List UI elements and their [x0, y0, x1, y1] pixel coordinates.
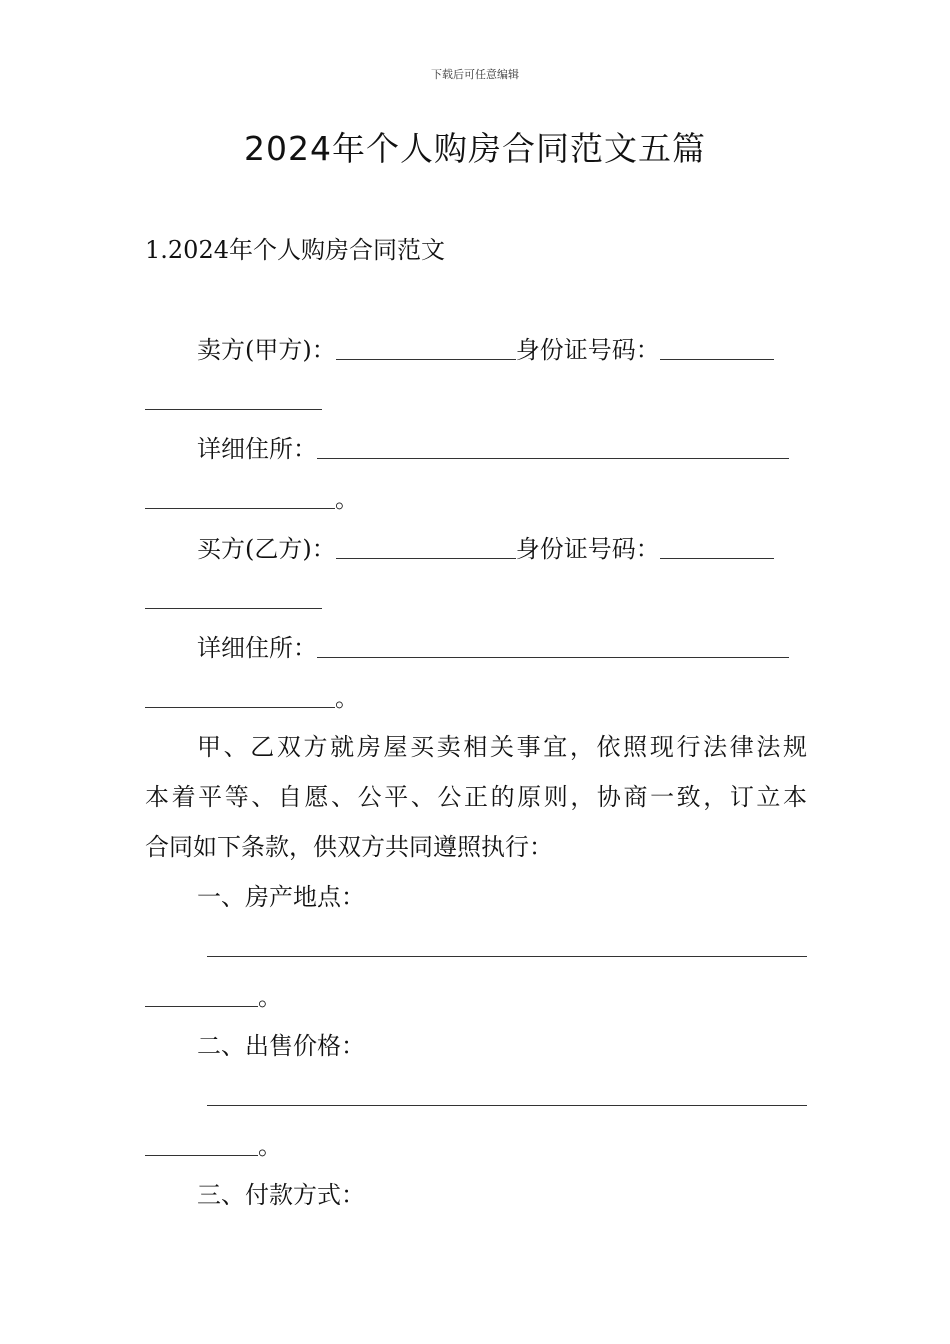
clause-2-title: 二、出售价格：: [197, 1032, 365, 1060]
seller-id-label: 身份证号码：: [515, 336, 660, 364]
buyer-address-label: 详细住所：: [197, 634, 317, 662]
seller-address-label: 详细住所：: [197, 435, 317, 463]
clause-1-blank: [207, 922, 807, 957]
clause-1-blank-2: [145, 972, 258, 1007]
intro-line-3: 合同如下条款，供双方共同遵照执行：: [145, 833, 553, 861]
seller-address-continuation: [145, 474, 807, 524]
seller-address-blank-2: [145, 474, 335, 509]
clause-2-blank-line: [207, 1071, 807, 1121]
buyer-id-blank: [660, 524, 774, 559]
clause-2-continuation: [145, 1121, 807, 1171]
buyer-name-blank: [336, 524, 516, 559]
buyer-id-blank-2: [145, 574, 322, 609]
intro-line-2: 本着平等、自愿、公平、公正的原则，协商一致，订立本: [145, 783, 807, 811]
clause-1-blank-line: [207, 922, 807, 972]
document-title: 2024年个人购房合同范文五篇: [244, 129, 706, 168]
seller-id-blank: [660, 325, 774, 360]
period-mark: 。: [335, 684, 359, 712]
buyer-address-continuation: [145, 673, 807, 723]
clause-1-title: 一、房产地点：: [197, 883, 365, 911]
buyer-id-label: 身份证号码：: [515, 535, 660, 563]
clause-1-continuation: [145, 972, 807, 1022]
buyer-line: [145, 524, 859, 574]
buyer-label: 买方(乙方)：: [197, 535, 336, 563]
header-note: 下载后可任意编辑: [431, 68, 519, 81]
clause-2-blank-2: [145, 1121, 258, 1156]
buyer-address-line: [145, 623, 859, 673]
buyer-address-blank-2: [145, 673, 335, 708]
seller-id-blank-2: [145, 375, 322, 410]
seller-id-continuation: [145, 375, 807, 425]
buyer-address-blank: [317, 623, 789, 658]
period-mark: 。: [258, 983, 282, 1011]
period-mark: 。: [335, 485, 359, 513]
buyer-id-continuation: [145, 574, 807, 624]
seller-line: [145, 325, 859, 375]
section-heading: 1.2024年个人购房合同范文: [145, 236, 445, 264]
intro-line-1: 甲、乙双方就房屋买卖相关事宜，依照现行法律法规: [197, 733, 807, 761]
clause-3-title: 三、付款方式：: [197, 1181, 365, 1209]
seller-address-blank: [317, 424, 789, 459]
seller-label: 卖方(甲方)：: [197, 336, 336, 364]
seller-address-line: [145, 424, 859, 474]
clause-2-blank: [207, 1071, 807, 1106]
seller-name-blank: [336, 325, 516, 360]
period-mark: 。: [258, 1132, 282, 1160]
